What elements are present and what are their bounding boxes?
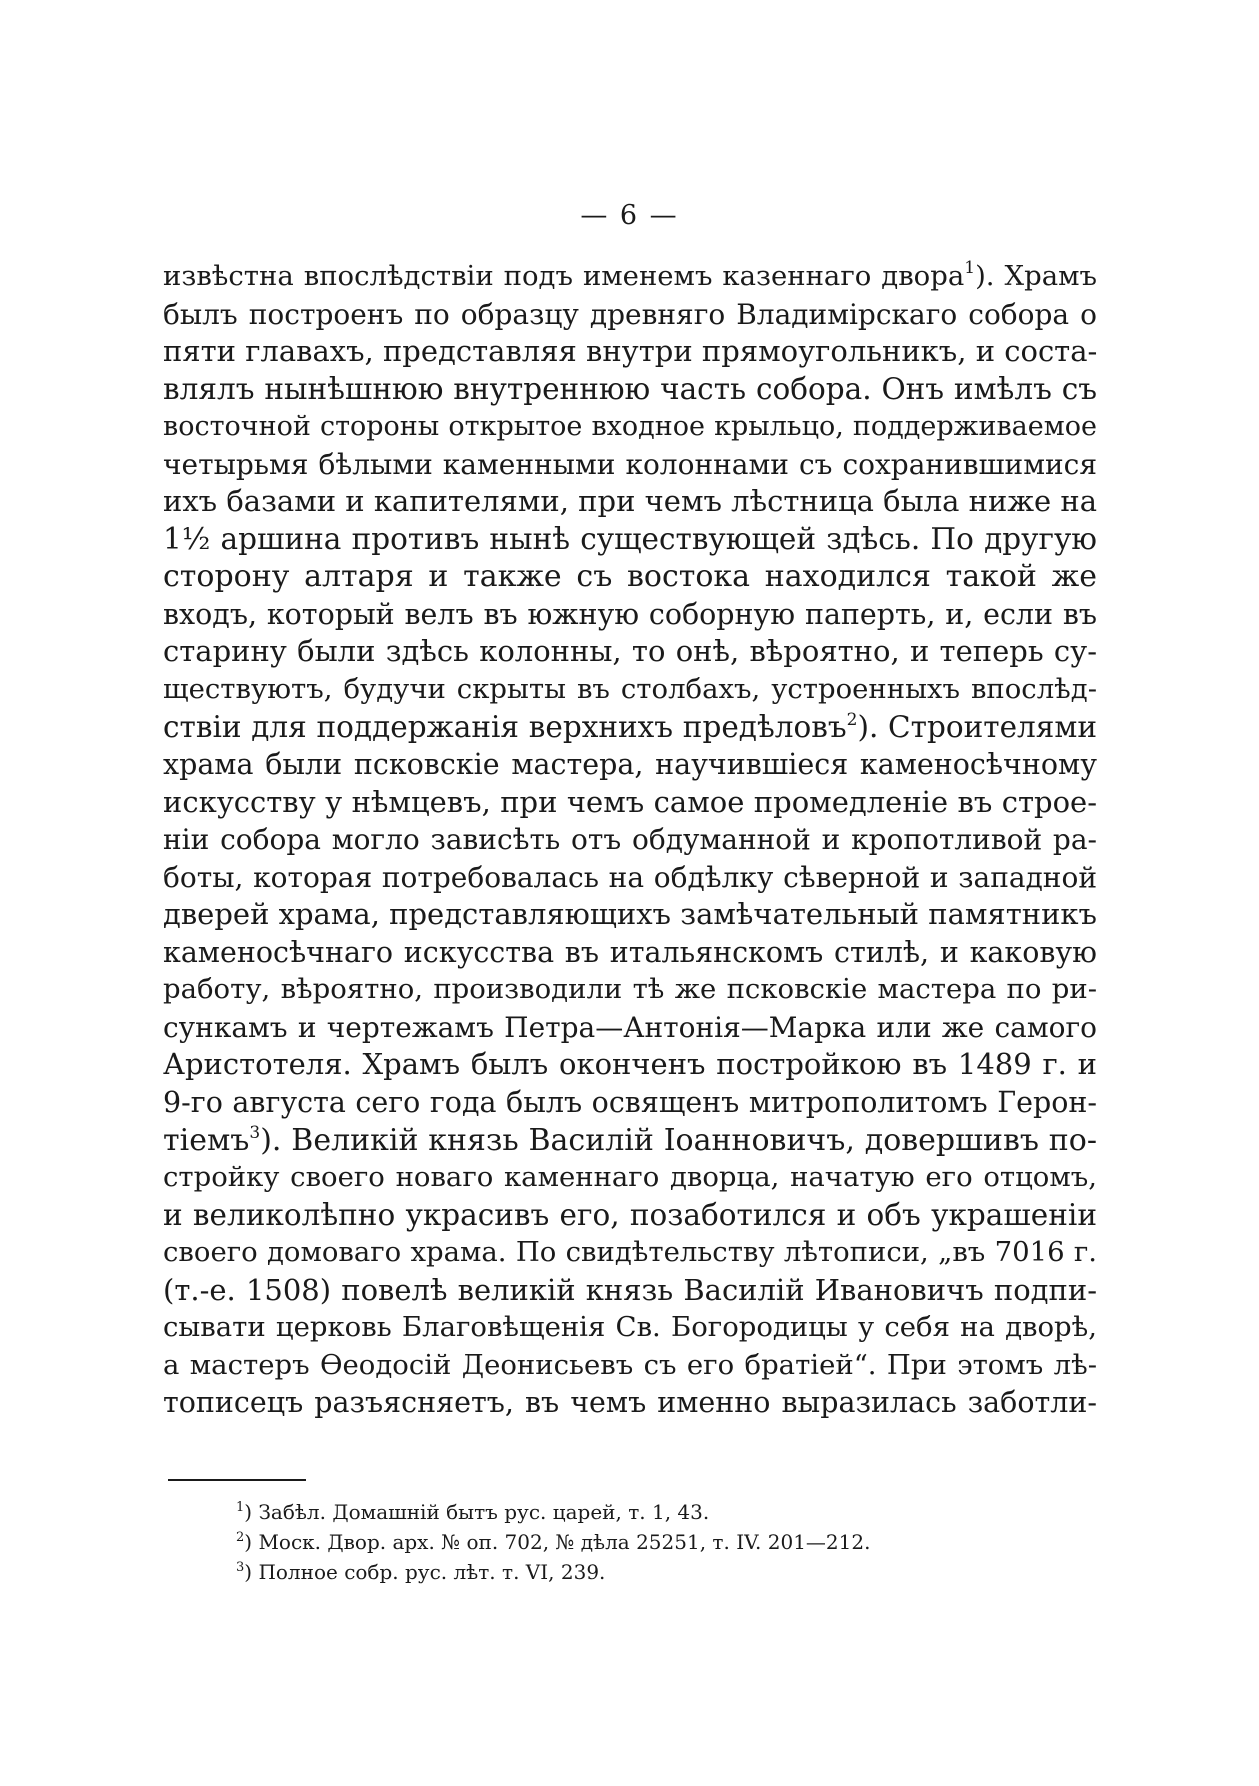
text-line (163, 258, 1097, 296)
line-text: каменосѣчнаго искусства въ итальянскомъ стилѣ, и каковую (163, 935, 1097, 969)
text-line (163, 1046, 1097, 1084)
text-line (163, 971, 1097, 1009)
line-text-continuation: ). Храмъ (975, 260, 1097, 292)
text-line (163, 934, 1097, 972)
text-line (163, 1197, 1097, 1235)
text-line (163, 483, 1097, 521)
footnotes (236, 1497, 936, 1587)
line-text-continuation: ). Великій князь Василій Іоанновичъ, довершивъ по- (260, 1122, 1097, 1158)
line-text: сторону алтаря и также съ востока находился такой же (163, 559, 1097, 595)
text-line (163, 1084, 1097, 1122)
line-text: а мастеръ Ѳеодосій Деонисьевъ съ его братіей“. При этомъ лѣ- (163, 1348, 1097, 1381)
line-text: 9-го августа сего года былъ освященъ митрополитомъ Герон- (163, 1086, 1097, 1120)
text-line (163, 896, 1097, 934)
line-text-continuation: ). Строителями (857, 709, 1097, 744)
line-text: и великолѣпно украсивъ его, позаботился и объ украшеніи (163, 1197, 1097, 1232)
line-text: искусству у нѣмцевъ, при чемъ самое промедленіе въ строе- (163, 784, 1097, 819)
text-line (163, 1122, 1097, 1160)
line-text: храма были псковскіе мастера, научившіеся каменосѣчному (163, 748, 1097, 782)
text-line (163, 1384, 1097, 1422)
line-text: дверей храма, представляющихъ замѣчательный памятникъ (163, 897, 1097, 932)
footnote-mark: 3 (236, 1560, 245, 1575)
text-line (163, 821, 1097, 859)
line-text: ществуютъ, будучи скрыты въ столбахъ, устроенныхъ впослѣд- (163, 673, 1097, 706)
text-line (163, 408, 1097, 446)
footnote-text: ) Моск. Двор. арх. № оп. 702, № дѣла 25251, т. IV. 201—212. (244, 1530, 871, 1554)
line-text: 1½ аршина противъ нынѣ существующей здѣсь. По другую (163, 521, 1097, 556)
text-line (163, 1234, 1097, 1272)
footnote-mark: 2 (236, 1530, 245, 1545)
footnote-reference: 1 (964, 258, 976, 278)
line-text: тіемъ (163, 1122, 250, 1158)
text-line (163, 1272, 1097, 1310)
text-line (163, 371, 1097, 409)
page-number: — 6 — (580, 200, 679, 231)
text-line (163, 633, 1097, 671)
line-text: сывати церковь Благовѣщенія Св. Богородицы у себя на дворѣ, (163, 1311, 1097, 1344)
footnote (236, 1527, 936, 1557)
text-line (163, 558, 1097, 596)
line-text: старину были здѣсь колонны, то онѣ, вѣроятно, и теперь су- (163, 634, 1097, 669)
line-text: влялъ нынѣшнюю внутреннюю часть собора. Онъ имѣлъ съ (163, 371, 1097, 406)
footnote-text: ) Забѣл. Домашній бытъ рус. царей, т. 1, 43. (244, 1500, 710, 1524)
text-line (163, 446, 1097, 484)
footnote-divider (168, 1479, 306, 1481)
text-line (163, 746, 1097, 784)
line-text: работу, вѣроятно, производили тѣ же псковскіе мастера по ри- (163, 973, 1097, 1006)
text-line (163, 296, 1097, 334)
line-text: своего домоваго храма. По свидѣтельству лѣтописи, „въ 7016 г. (163, 1236, 1097, 1269)
footnote-reference: 2 (846, 709, 858, 730)
line-text: входъ, который велъ въ южную соборную паперть, и, если въ (163, 597, 1097, 631)
text-line (163, 784, 1097, 822)
line-text: боты, которая потребовалась на обдѣлку сѣверной и западной (163, 860, 1097, 894)
text-line (163, 521, 1097, 559)
text-line (163, 671, 1097, 709)
line-text: тописецъ разъясняетъ, въ чемъ именно выразилась заботли- (163, 1386, 1097, 1420)
footnote (236, 1557, 936, 1587)
line-text: (т.-е. 1508) повелѣ великій князь Василій Ивановичъ подпи- (163, 1272, 1097, 1307)
line-text: ихъ базами и капителями, при чемъ лѣстница была ниже на (163, 484, 1097, 519)
line-text: ніи собора могло зависѣть отъ обдуманной и кропотливой ра- (163, 823, 1097, 857)
text-line (163, 596, 1097, 634)
line-text: былъ построенъ по образцу древняго Владимірскаго собора о (163, 297, 1097, 331)
text-line (163, 1347, 1097, 1385)
line-text: пяти главахъ, представляя внутри прямоугольникъ, и соста- (163, 334, 1097, 369)
text-line (163, 1159, 1097, 1197)
text-line (163, 333, 1097, 371)
line-text: сункамъ и чертежамъ Петра—Антонія—Марка или же самого (163, 1010, 1097, 1044)
body-text (163, 258, 1097, 1422)
text-line (163, 1009, 1097, 1047)
footnote-reference: 3 (249, 1122, 261, 1143)
text-line (163, 859, 1097, 897)
footnote-mark: 1 (236, 1500, 245, 1515)
line-text: извѣстна впослѣдствіи подъ именемъ казеннаго двора (163, 260, 965, 292)
text-line (163, 709, 1097, 747)
text-line (163, 1309, 1097, 1347)
footnote-text: ) Полное собр. рус. лѣт. т. VI, 239. (244, 1560, 606, 1584)
line-text: ствіи для поддержанія верхнихъ предѣловъ (163, 709, 847, 744)
line-text: стройку своего новаго каменнаго дворца, начатую его отцомъ, (163, 1161, 1097, 1194)
line-text: восточной стороны открытое входное крыльцо, поддерживаемое (163, 411, 1097, 443)
line-text: четырьмя бѣлыми каменными колоннами съ сохранившимися (163, 447, 1097, 481)
footnote (236, 1497, 936, 1527)
line-text: Аристотеля. Храмъ былъ оконченъ постройкою въ 1489 г. и (163, 1047, 1097, 1082)
